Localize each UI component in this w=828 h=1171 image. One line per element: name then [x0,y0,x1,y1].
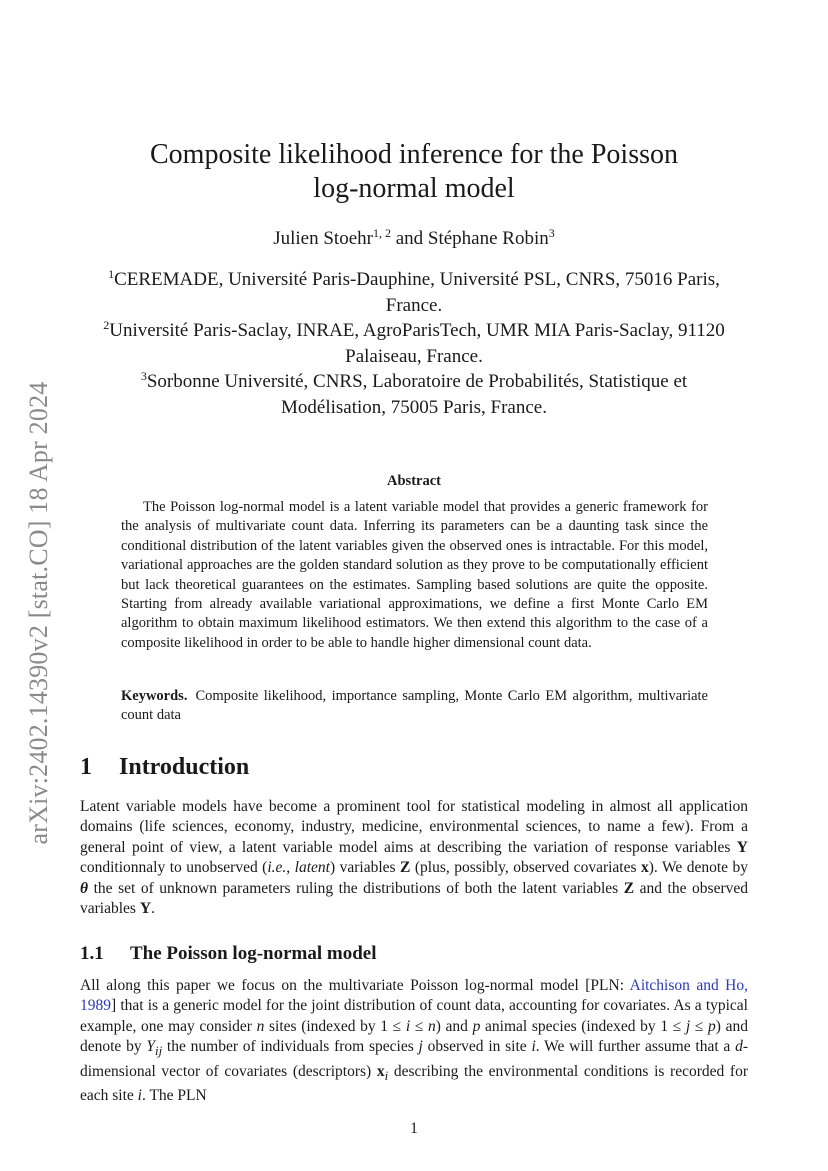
affiliation [90,267,738,318]
italic-text: i.e. [267,859,287,877]
text-run: . We will further assume that a [535,1038,736,1056]
math-symbol: x [376,1062,385,1080]
section-heading-introduction [80,754,249,781]
text-run: Latent variable models have become a prominent tool for statistical modeling in almost all application domains (life sciences, economy, industry, medicine, environmental sciences, to name a few). From a general point of view, a latent variable model aims at describing the variation of response variables [80,798,748,856]
section-title: Introduction [119,754,250,780]
math-symbol: Y [736,838,748,856]
italic-text: latent [294,859,330,877]
author-name: Julien Stoehr [273,228,373,249]
text-run: , [286,859,295,877]
math-symbol: p [472,1017,481,1035]
author-affiliation-mark: 3 [548,226,555,240]
paper-title [100,138,728,206]
title-line-2: log-normal model [313,173,515,204]
math-symbol: θ [80,879,89,897]
text-run: ) and denote by [80,1017,748,1056]
math-symbol: Y [139,900,152,918]
page-number: 1 [410,1120,418,1137]
affiliation-text: Sorbonne Université, CNRS, Laboratoire de Probabilités, Statistique et Modélisation, 75005 Paris, France. [146,371,688,418]
text-run: ) and [435,1017,473,1035]
math-symbol: Z [400,859,411,877]
abstract-text: The Poisson log-normal model is a latent variable model that provides a generic framework for the analysis of multivariate count data. Inferring its parameters can be a daunting task since the conditional distribution of the latent variables given the observed ones is intractable. For this model, variational approaches are the golden standard solution as they prove to be computationally efficient but lack theoretical guarantees on the estimates. Sampling based solutions are quite the opposite. Starting from already available variational approximations, we define a first Monte Carlo EM algorithm to obtain maximum likelihood estimators. We then extend this algorithm to the case of a composite likelihood in order to be able to handle higher dimensional count data. [121,499,708,651]
arxiv-stamp-text: arXiv:2402.14390v2 [stat.CO] 18 Apr 2024 [24,381,53,844]
affiliation [90,318,738,369]
text-run: ). We denote by [648,859,749,877]
text-run: describing the environmental conditions is recorded for each site [80,1062,748,1105]
text-run: ≤ [690,1017,709,1035]
text-run: and the observed variables [80,879,748,918]
arxiv-identifier-stamp [22,355,56,870]
text-run: ≤ [410,1017,428,1035]
math-symbol: x [641,859,649,877]
author-name: Stéphane Robin [427,228,549,249]
subsection-number: 1.1 [80,943,104,964]
math-symbol: n [427,1017,436,1035]
subsection-title: The Poisson log-normal model [130,943,377,964]
affiliation-mark: 2 [103,318,110,332]
math-symbol: p [708,1017,716,1035]
math-symbol: j [685,1017,691,1035]
affiliation-mark: 3 [140,369,147,383]
text-run: (plus, possibly, observed covariates [410,859,641,877]
math-symbol: Y [146,1038,155,1056]
author-affiliation-mark: 1, 2 [372,226,391,240]
text-run: -dimensional vector of covariates (descriptors) [80,1038,748,1080]
text-run: . The PLN [141,1087,207,1105]
keywords [121,687,708,726]
subsection-heading-pln [80,943,376,965]
math-subscript: ij [154,1043,163,1059]
keywords-text: Composite likelihood, importance sampling, Monte Carlo EM algorithm, multivariate count data [121,688,708,724]
author-conjunction: and [390,228,428,249]
text-run: sites (indexed by 1 ≤ [264,1017,406,1035]
math-symbol: n [256,1017,265,1035]
introduction-paragraph [80,797,748,919]
affiliation-text: CEREMADE, Université Paris-Dauphine, Université PSL, CNRS, 75016 Paris, France. [114,269,720,316]
affiliation-list [90,267,738,420]
math-symbol: j [418,1038,423,1056]
text-run: All along this paper we focus on the multivariate Poisson log-normal model [PLN: [80,977,630,994]
text-run: . [151,900,155,918]
section-number: 1 [80,754,92,780]
affiliation-text: Université Paris-Saclay, INRAE, AgroParisTech, UMR MIA Paris-Saclay, 91120 Palaiseau, France. [109,320,725,367]
math-symbol: i [137,1087,142,1105]
math-subscript: i [384,1067,389,1083]
text-run: the number of individuals from species [162,1038,419,1056]
affiliation-mark: 1 [108,267,115,281]
pln-paragraph [80,976,748,1107]
text-run: ] that is a generic model for the joint distribution of count data, accounting for covariates. As a typical example, one may consider [80,997,748,1035]
math-symbol: i [405,1017,411,1035]
text-run: observed in site [422,1038,532,1056]
text-run: conditionnaly to unobserved ( [80,859,268,877]
citation-link[interactable]: Aitchison and Ho, 1989 [80,977,748,1015]
math-symbol: d [735,1038,743,1056]
math-symbol: Z [623,879,635,897]
abstract-heading: Abstract [387,473,441,489]
text-run: animal species (indexed by 1 ≤ [480,1017,686,1035]
title-line-1: Composite likelihood inference for the Poisson [149,139,679,170]
author-list [100,228,728,250]
math-symbol: i [531,1038,536,1056]
text-run: ) variables [329,859,401,877]
text-run: the set of unknown parameters ruling the distributions of both the latent variables [88,879,624,897]
affiliation [90,369,738,420]
keywords-label: Keywords. [121,688,188,704]
